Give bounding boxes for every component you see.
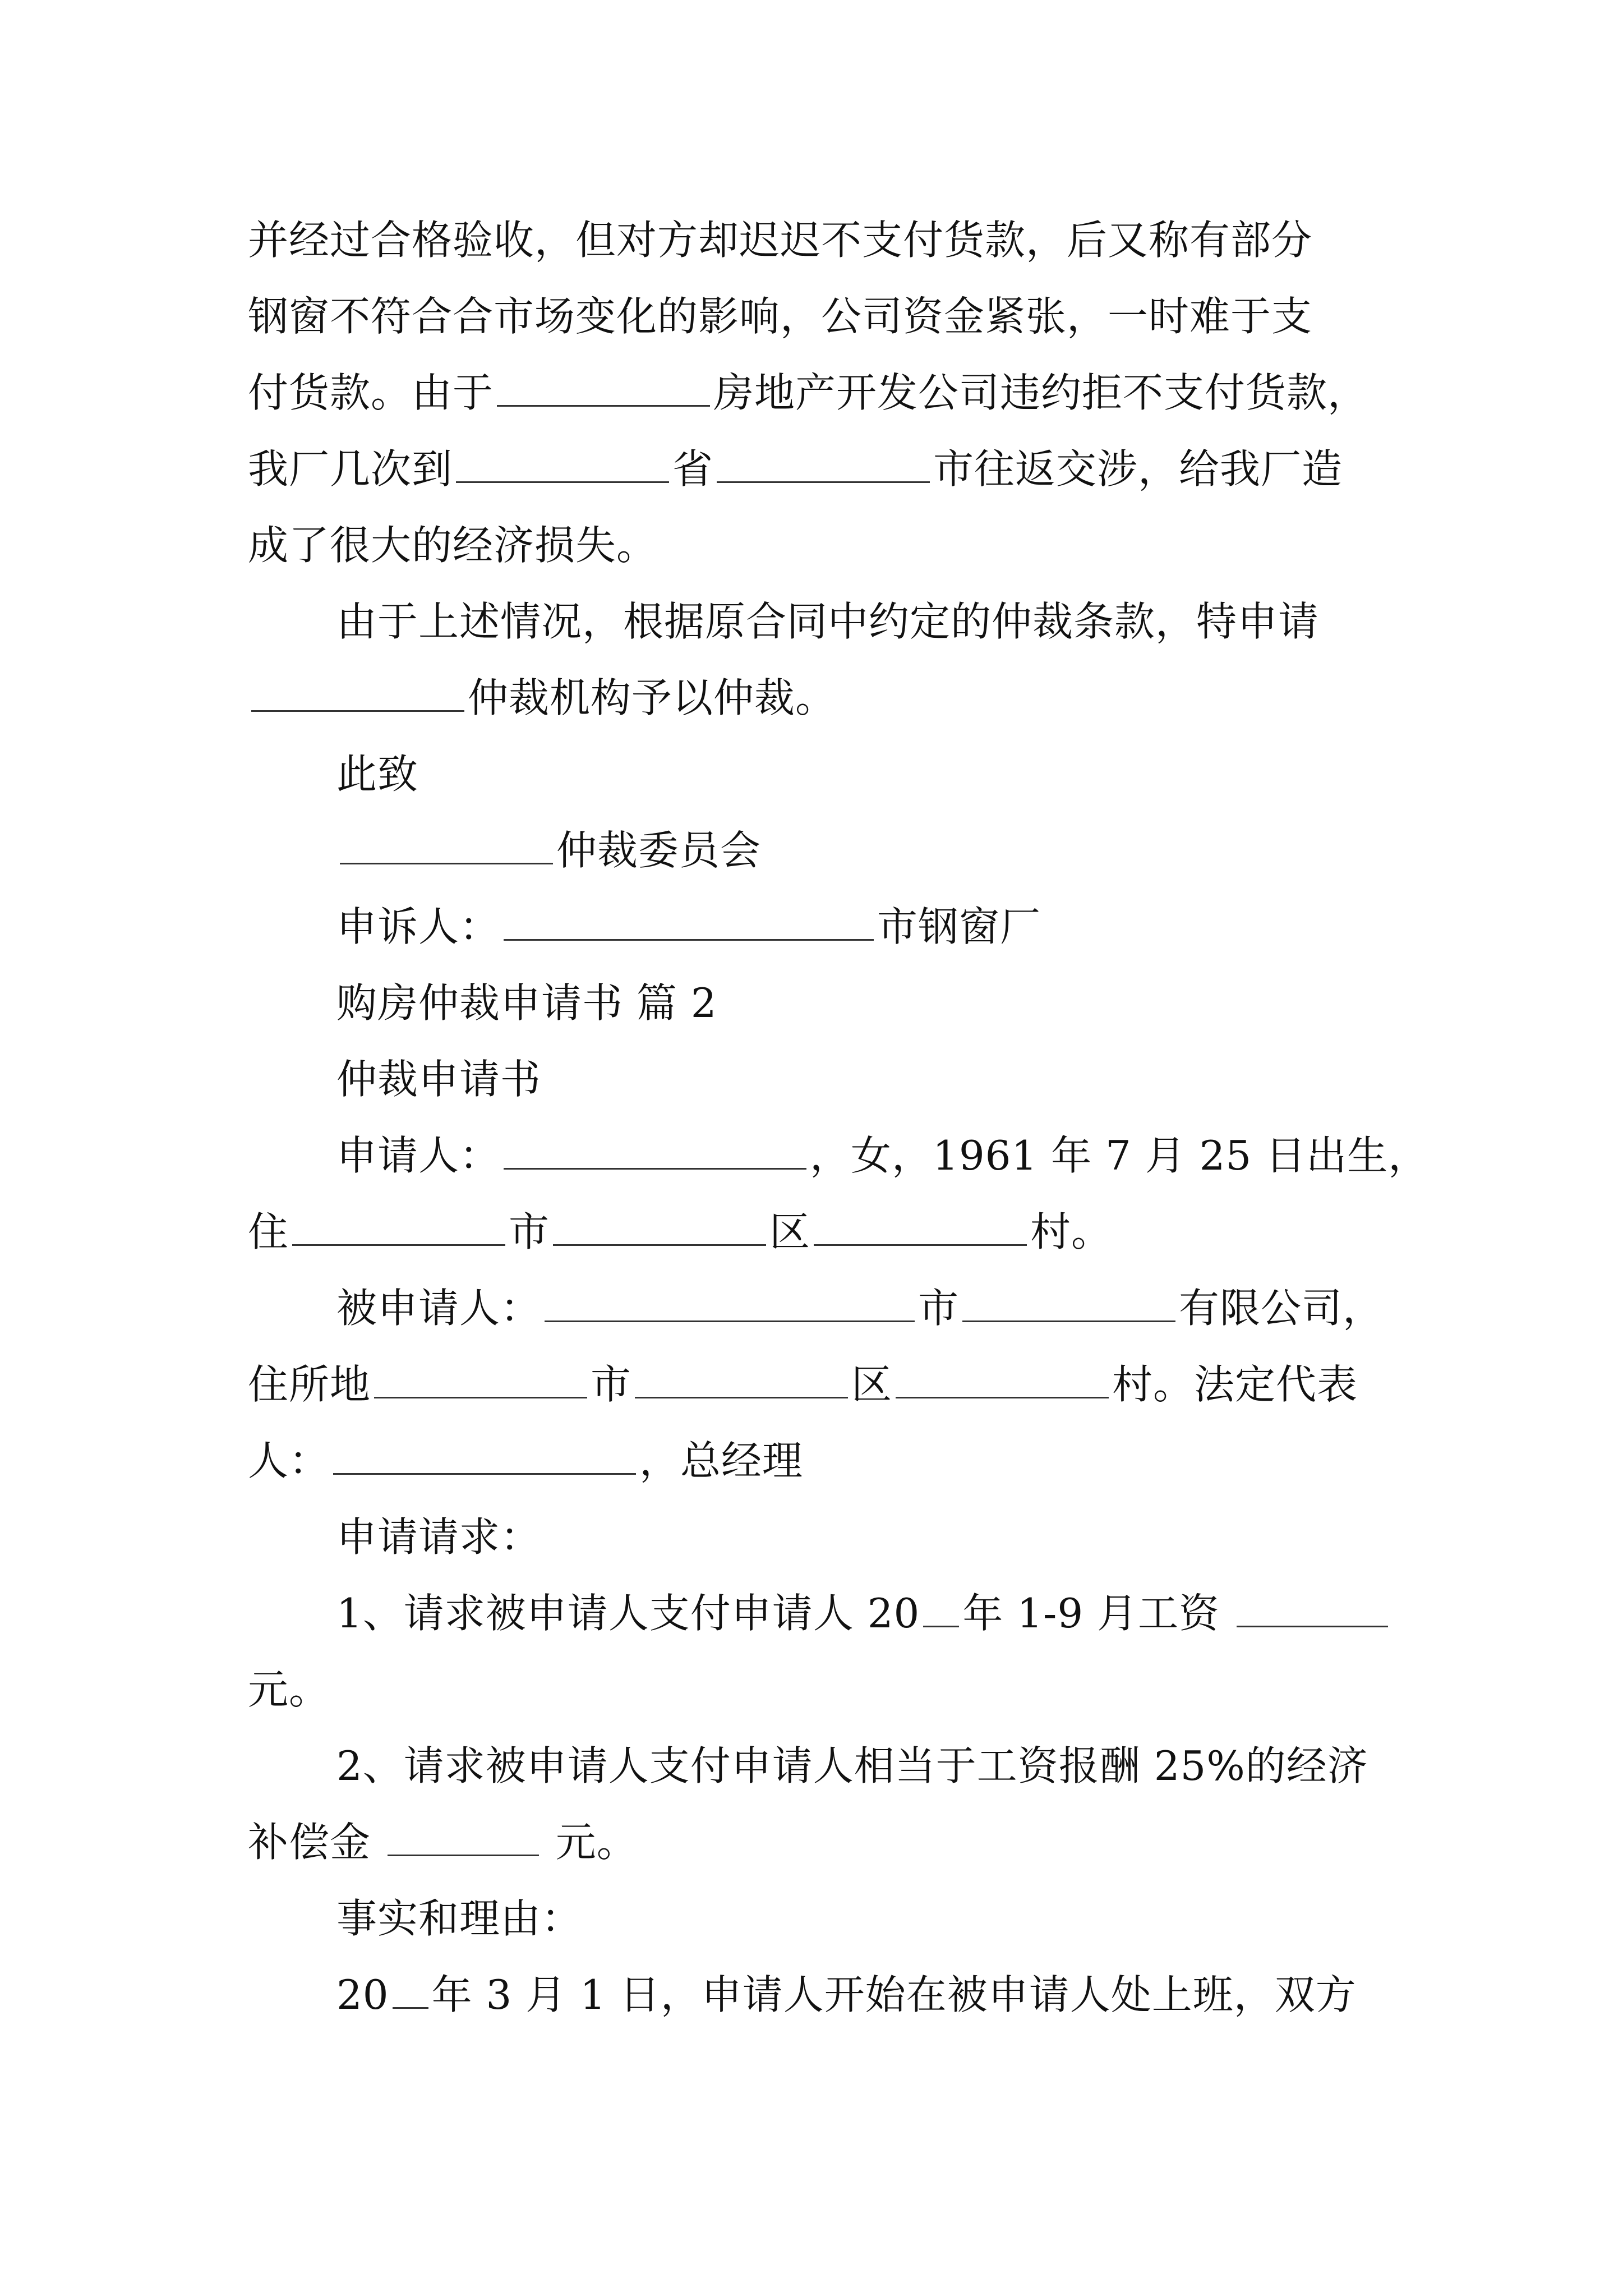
text-segment: 此致 (336, 751, 419, 798)
text-segment: 申请请求： (336, 1513, 542, 1561)
text-segment: 成了很大的经济损失。 (248, 522, 658, 569)
fill-in-blank (896, 1363, 1109, 1398)
text-line (248, 1728, 1375, 1804)
fill-in-blank (1237, 1592, 1388, 1627)
text-line (248, 1346, 1375, 1423)
text-segment: 人： (248, 1437, 330, 1484)
text-line (248, 812, 1375, 889)
text-line (248, 1957, 1375, 2033)
fill-in-blank (504, 905, 874, 941)
text-segment: 区 (769, 1208, 811, 1255)
text-line (248, 431, 1375, 507)
fill-in-blank (923, 1592, 959, 1627)
text-segment: 元。 (542, 1819, 638, 1866)
text-line (248, 1651, 1375, 1728)
text-segment: 申诉人： (336, 903, 501, 950)
text-segment: 购房仲裁申请书 篇 2 (336, 979, 717, 1027)
text-line (248, 278, 1375, 355)
fill-in-blank (292, 1211, 505, 1246)
text-line (248, 202, 1375, 278)
text-segment: 1、请求被申请人支付申请人 20 (336, 1590, 920, 1637)
text-line (248, 1041, 1375, 1117)
document-body (248, 202, 1430, 2033)
text-segment: 钢窗不符合合市场变化的影响，公司资金紧张，一时难于支 (248, 293, 1313, 340)
fill-in-blank (545, 1287, 915, 1322)
text-line (248, 1499, 1375, 1575)
text-segment: 被申请人： (336, 1285, 542, 1332)
text-line (248, 736, 1375, 812)
text-segment: 房地产开发公司违约拒不支付货款， (713, 369, 1369, 416)
text-segment: 事实和理由： (336, 1895, 583, 1942)
fill-in-blank (374, 1363, 587, 1398)
fill-in-blank (553, 1211, 766, 1246)
text-segment: 村。法定代表 (1112, 1361, 1358, 1408)
text-segment: 并经过合格验收，但对方却迟迟不支付货款，后又称有部分 (248, 217, 1313, 264)
text-line (248, 889, 1375, 965)
text-segment: 仲裁机构予以仲裁。 (468, 674, 837, 721)
text-segment: 仲裁委员会 (556, 827, 762, 874)
fill-in-blank (717, 448, 930, 483)
fill-in-blank (504, 1134, 806, 1170)
text-line (248, 1804, 1375, 1880)
text-line (248, 1117, 1430, 1194)
text-line (248, 583, 1375, 660)
text-segment: 市 (918, 1285, 960, 1332)
text-segment: 村。 (1030, 1208, 1113, 1255)
text-segment: 年 3 月 1 日，申请人开始在被申请人处上班，双方 (431, 1971, 1357, 2018)
fill-in-blank (456, 448, 669, 483)
fill-in-blank (635, 1363, 848, 1398)
text-line (248, 1880, 1375, 1957)
text-segment: 住所地 (248, 1361, 371, 1408)
fill-in-blank (497, 371, 710, 407)
text-segment: 元。 (248, 1666, 330, 1713)
text-segment: 补偿金 (248, 1819, 384, 1866)
text-segment: 申请人： (336, 1132, 501, 1179)
fill-in-blank (388, 1821, 539, 1856)
text-line (248, 1423, 1375, 1499)
text-segment: 市往返交涉，给我厂造 (933, 445, 1343, 493)
fill-in-blank (962, 1287, 1175, 1322)
text-segment: 市钢窗厂 (877, 903, 1041, 950)
text-segment: 有限公司， (1179, 1285, 1384, 1332)
text-line (248, 1194, 1375, 1270)
text-segment: ，总经理 (639, 1437, 804, 1484)
fill-in-blank (251, 677, 464, 712)
text-segment: 市 (509, 1208, 550, 1255)
text-segment: 市 (591, 1361, 632, 1408)
text-segment: ，女，1961 年 7 月 25 日出生， (810, 1132, 1430, 1179)
text-line (248, 1575, 1375, 1651)
text-line (248, 1270, 1384, 1346)
text-segment: 20 (336, 1971, 389, 2018)
fill-in-blank (333, 1439, 636, 1475)
text-segment: 年 1-9 月工资 (962, 1590, 1233, 1637)
fill-in-blank (814, 1211, 1027, 1246)
text-segment: 付货款。由于 (248, 369, 494, 416)
text-line (248, 660, 1375, 736)
text-segment: 区 (851, 1361, 893, 1408)
text-segment: 由于上述情况，根据原合同中约定的仲裁条款，特申请 (336, 598, 1320, 645)
fill-in-blank (393, 1973, 428, 2009)
text-line (248, 507, 1375, 583)
text-line (248, 965, 1375, 1041)
text-line (248, 355, 1375, 431)
fill-in-blank (340, 829, 553, 864)
text-segment: 我厂几次到 (248, 445, 453, 493)
text-segment: 2、请求被申请人支付申请人相当于工资报酬 25%的经济 (336, 1742, 1368, 1789)
text-segment: 仲裁申请书 (336, 1056, 542, 1103)
text-segment: 省 (672, 445, 714, 493)
text-segment: 住 (248, 1208, 289, 1255)
